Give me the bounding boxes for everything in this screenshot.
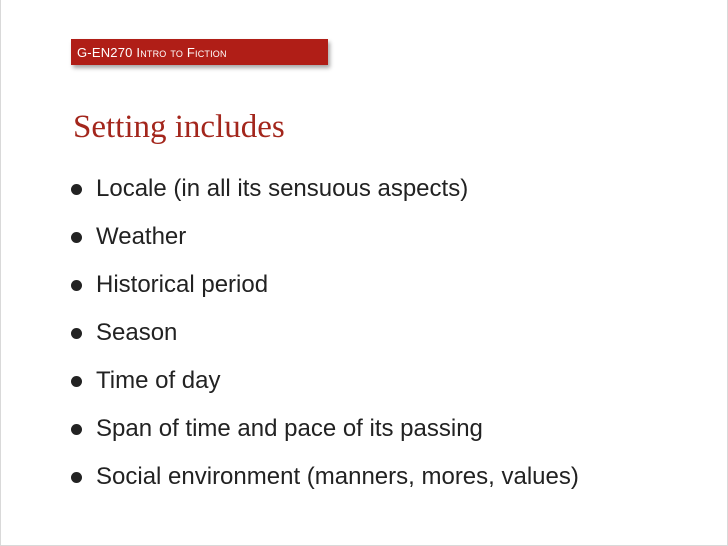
bullet-icon — [71, 472, 82, 483]
bullet-text: Locale (in all its sensuous aspects) — [96, 175, 469, 202]
list-item — [71, 405, 579, 453]
list-item — [71, 261, 579, 309]
course-banner — [71, 39, 328, 65]
list-item — [71, 165, 579, 213]
list-item — [71, 357, 579, 405]
bullet-icon — [71, 376, 82, 387]
bullet-text: Time of day — [96, 367, 221, 394]
bullet-list — [71, 165, 579, 501]
bullet-icon — [71, 328, 82, 339]
bullet-text: Social environment (manners, mores, values) — [96, 463, 579, 490]
bullet-icon — [71, 280, 82, 291]
slide-title: Setting includes — [73, 109, 285, 145]
bullet-text: Span of time and pace of its passing — [96, 415, 483, 442]
list-item — [71, 453, 579, 501]
bullet-text: Season — [96, 319, 178, 346]
bullet-icon — [71, 424, 82, 435]
list-item — [71, 309, 579, 357]
bullet-icon — [71, 184, 82, 195]
bullet-text: Historical period — [96, 271, 269, 298]
bullet-icon — [71, 232, 82, 243]
list-item — [71, 213, 579, 261]
course-label: G-EN270 Intro to Fiction — [77, 44, 227, 60]
bullet-text: Weather — [96, 223, 187, 250]
